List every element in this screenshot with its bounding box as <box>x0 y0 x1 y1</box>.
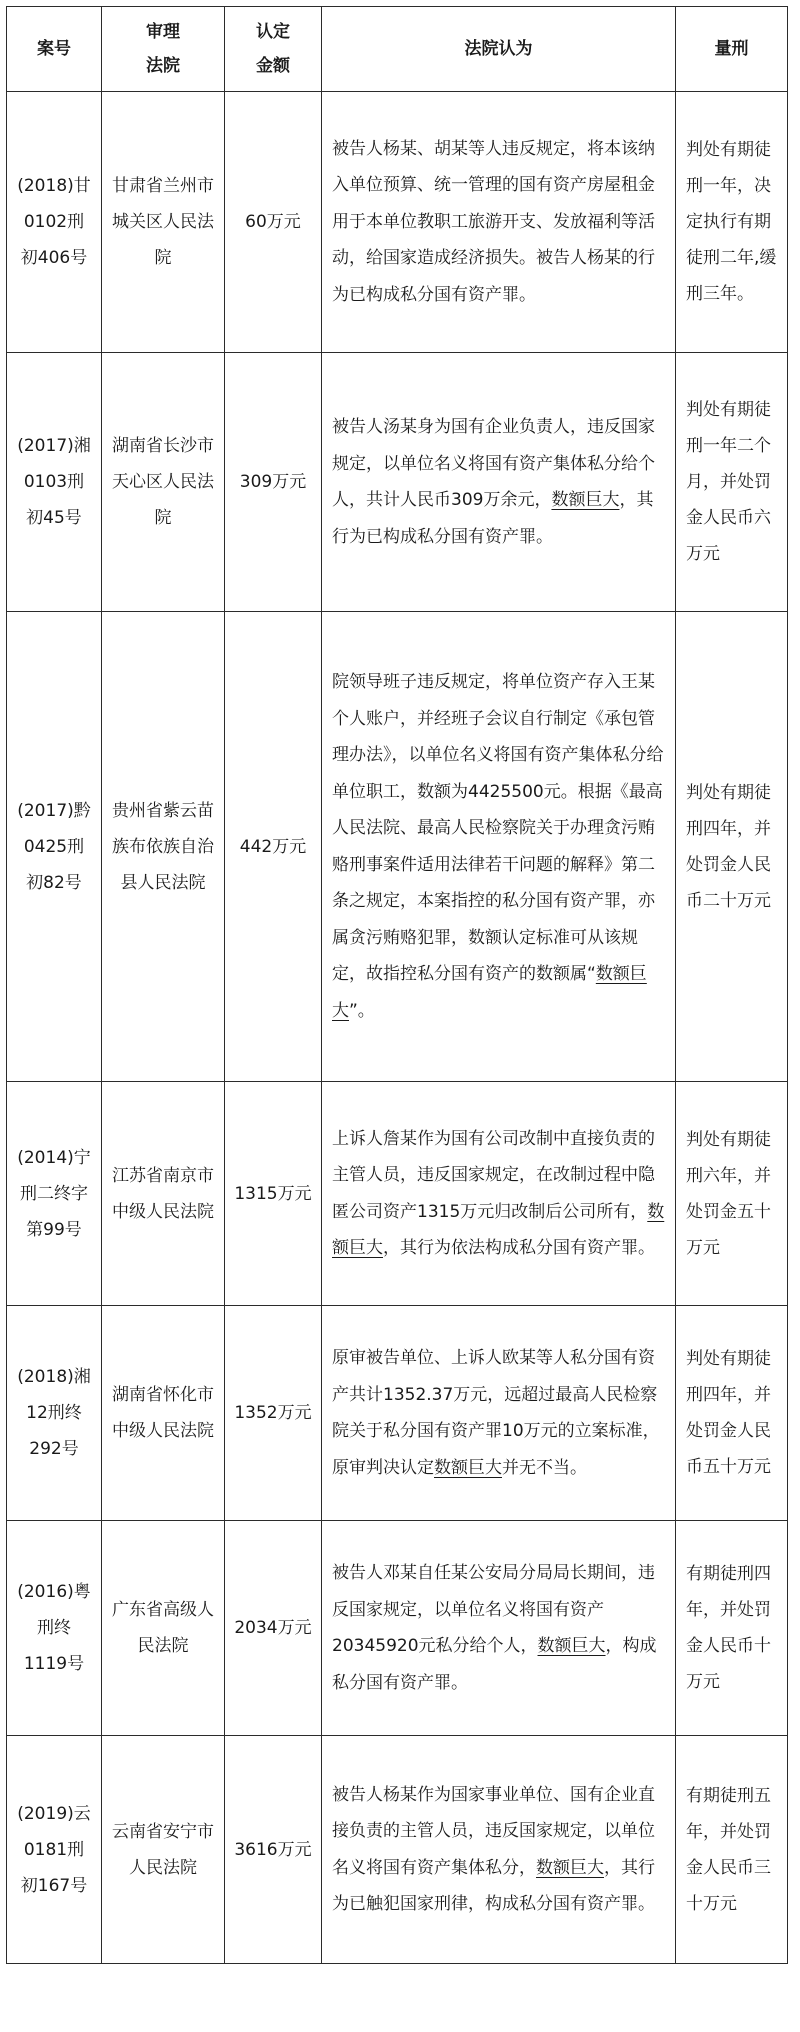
court-cell: 广东省高级人民法院 <box>102 1521 225 1736</box>
case-table <box>6 6 788 1964</box>
header-amount <box>225 7 322 92</box>
table-row <box>7 1306 788 1521</box>
opinion-cell <box>322 1521 676 1736</box>
opinion-cell <box>322 1082 676 1306</box>
opinion-cell <box>322 1306 676 1521</box>
table-row <box>7 612 788 1082</box>
case-number-cell: (2017)黔0425刑初82号 <box>7 612 102 1082</box>
case-number-cell: (2019)云0181刑初167号 <box>7 1736 102 1964</box>
header-amount-line2: 金额 <box>256 56 290 76</box>
sentence-cell: 判处有期徒刑四年，并处罚金人民币五十万元 <box>676 1306 788 1521</box>
opinion-text-tail: ”。 <box>349 1000 375 1021</box>
opinion-text: 上诉人詹某作为国有公司改制中直接负责的主管人员，违反国家规定，在改制过程中隐匿公司资产1315万元归改制后公司所有， <box>332 1128 655 1222</box>
header-sentence: 量刑 <box>676 7 788 92</box>
underlined-phrase: 数额巨大 <box>537 1636 606 1656</box>
opinion-cell <box>322 612 676 1082</box>
amount-cell: 442万元 <box>225 612 322 1082</box>
opinion-text: 被告人汤某身为国有企业负责人，违反国家规定，以单位名义将国有资产集体私分给个人，共计人民币309万余元， <box>332 417 655 510</box>
sentence-cell: 判处有期徒刑四年，并处罚金人民币二十万元 <box>676 612 788 1082</box>
opinion-text: 被告人邓某自任某公安局分局局长期间，违反国家规定，以单位名义将国有资产20345920元私分给个人， <box>332 1563 655 1656</box>
table-row <box>7 1521 788 1736</box>
court-cell: 贵州省紫云苗族布依族自治县人民法院 <box>102 612 225 1082</box>
header-court-line1: 审理 <box>146 22 180 42</box>
case-number-cell: (2014)宁刑二终字第99号 <box>7 1082 102 1306</box>
table-row <box>7 1736 788 1964</box>
underlined-phrase: 数额巨大 <box>434 1457 502 1478</box>
sentence-cell: 判处有期徒刑一年二个月，并处罚金人民币六万元 <box>676 353 788 612</box>
case-number-cell: (2017)湘0103刑初45号 <box>7 353 102 612</box>
header-row <box>7 7 788 92</box>
opinion-text-tail: ，其行为已构成私分国有资产罪。 <box>332 490 654 547</box>
amount-cell: 1315万元 <box>225 1082 322 1306</box>
sentence-cell: 有期徒刑四年，并处罚金人民币十万元 <box>676 1521 788 1736</box>
opinion-text: 被告人杨某、胡某等人违反规定，将本该纳入单位预算、统一管理的国有资产房屋租金用于本单位教职工旅游开支、发放福利等活动，给国家造成经济损失。被告人杨某的行为已构成私分国有资产罪。 <box>332 138 655 305</box>
case-number-cell: (2018)甘0102刑初406号 <box>7 92 102 353</box>
court-cell: 甘肃省兰州市城关区人民法院 <box>102 92 225 353</box>
opinion-text-tail: ，其行为依法构成私分国有资产罪。 <box>383 1238 655 1258</box>
opinion-text: 院领导班子违反规定，将单位资产存入王某个人账户，并经班子会议自行制定《承包管理办法》，以单位名义将国有资产集体私分给单位职工，数额为4425500元。根据《最高人民法院、最高人民检察院关于办理贪污贿赂刑事案件适用法律若干问题的解释》第二条之规定，本案指控的私分国有资产罪，亦属贪污贿赂犯罪，数额认定标准可从该规定，故指控私分国有资产的数额属“ <box>332 672 664 984</box>
sentence-cell: 判处有期徒刑六年，并处罚金五十万元 <box>676 1082 788 1306</box>
amount-cell: 60万元 <box>225 92 322 353</box>
header-case-no: 案号 <box>7 7 102 92</box>
court-cell: 湖南省怀化市中级人民法院 <box>102 1306 225 1521</box>
amount-cell: 3616万元 <box>225 1736 322 1964</box>
underlined-phrase: 数额巨大 <box>332 1201 665 1258</box>
amount-cell: 1352万元 <box>225 1306 322 1521</box>
opinion-cell <box>322 353 676 612</box>
table-row <box>7 1082 788 1306</box>
underlined-phrase: 数额巨大 <box>551 490 620 510</box>
case-number-cell: (2018)湘12刑终292号 <box>7 1306 102 1521</box>
case-number-cell: (2016)粤刑终1119号 <box>7 1521 102 1736</box>
underlined-phrase: 数额巨大 <box>332 964 647 1021</box>
opinion-text: 原审被告单位、上诉人欧某等人私分国有资产共计1352.37万元，远超过最高人民检察院关于私分国有资产罪10万元的立案标准，原审判决认定 <box>332 1348 660 1478</box>
court-cell: 云南省安宁市人民法院 <box>102 1736 225 1964</box>
amount-cell: 2034万元 <box>225 1521 322 1736</box>
court-cell: 江苏省南京市中级人民法院 <box>102 1082 225 1306</box>
sentence-cell: 判处有期徒刑一年，决定执行有期徒刑二年,缓刑三年。 <box>676 92 788 353</box>
opinion-cell <box>322 92 676 353</box>
opinion-text-tail: 并无不当。 <box>502 1457 587 1478</box>
court-cell: 湖南省长沙市天心区人民法院 <box>102 353 225 612</box>
table-row <box>7 92 788 353</box>
header-amount-line1: 认定 <box>256 22 290 42</box>
table-row <box>7 353 788 612</box>
opinion-cell <box>322 1736 676 1964</box>
opinion-text-tail: ，构成私分国有资产罪。 <box>332 1636 657 1693</box>
header-court <box>102 7 225 92</box>
sentence-cell: 有期徒刑五年，并处罚金人民币三十万元 <box>676 1736 788 1964</box>
opinion-text: 被告人杨某作为国家事业单位、国有企业直接负责的主管人员，违反国家规定，以单位名义将国有资产集体私分， <box>332 1784 655 1878</box>
underlined-phrase: 数额巨大 <box>536 1857 604 1878</box>
header-opinion: 法院认为 <box>322 7 676 92</box>
header-court-line2: 法院 <box>146 56 180 76</box>
amount-cell: 309万元 <box>225 353 322 612</box>
opinion-text-tail: ，其行为已触犯国家刑律，构成私分国有资产罪。 <box>332 1857 655 1914</box>
